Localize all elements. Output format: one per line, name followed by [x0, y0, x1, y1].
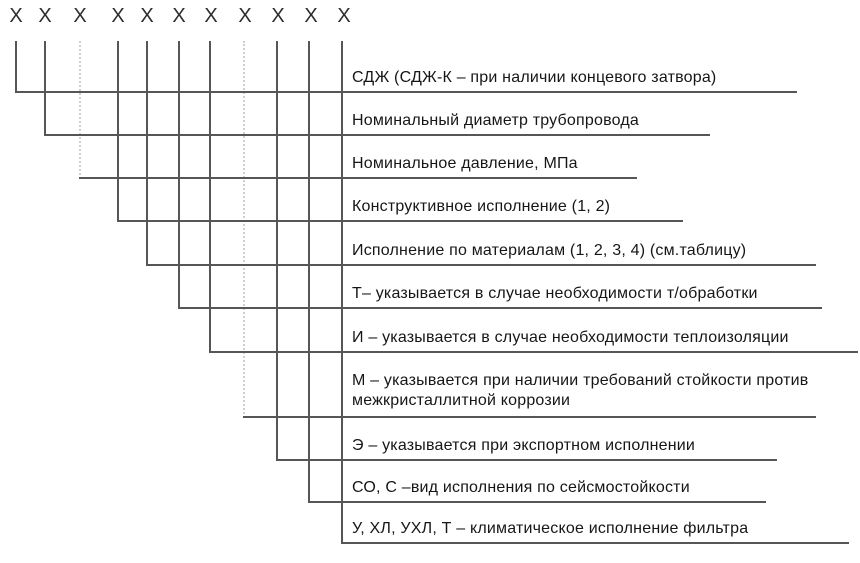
connector-vline-9 [276, 41, 278, 461]
connector-vline-1 [15, 41, 17, 93]
label-underline-1 [15, 91, 797, 93]
label-underline-7 [209, 351, 858, 353]
x-placeholder-7: Х [204, 5, 218, 27]
label-seismic-resistance: СО, С –вид исполнения по сейсмостойкости [352, 479, 690, 496]
label-thermal-insulation: И – указывается в случае необходимости теплоизоляции [352, 329, 789, 346]
label-underline-11 [341, 542, 849, 544]
connector-vline-2 [44, 41, 46, 136]
label-underline-5 [146, 264, 816, 266]
x-placeholder-9: Х [271, 5, 285, 27]
connector-vline-10 [308, 41, 310, 503]
x-placeholder-5: Х [140, 5, 154, 27]
connector-vline-3-faint [79, 41, 81, 179]
label-designation-sdzh: СДЖ (СДЖ-К – при наличии концевого затвора) [352, 69, 717, 86]
connector-vline-8-faint [243, 41, 245, 418]
label-nominal-pressure: Номинальное давление, МПа [352, 155, 578, 172]
label-structural-version: Конструктивное исполнение (1, 2) [352, 198, 611, 215]
label-heat-treatment: Т– указывается в случае необходимости т/обработки [352, 285, 758, 302]
label-export-version: Э – указывается при экспортном исполнении [352, 437, 696, 454]
label-underline-10 [308, 501, 766, 503]
label-underline-4 [117, 220, 683, 222]
x-placeholder-6: Х [172, 5, 186, 27]
label-underline-3 [79, 177, 637, 179]
label-underline-8 [243, 416, 816, 418]
x-placeholder-10: Х [304, 5, 318, 27]
label-underline-6 [178, 307, 822, 309]
x-placeholder-4: Х [111, 5, 125, 27]
label-material-version: Исполнение по материалам (1, 2, 3, 4) (см.таблицу) [352, 242, 747, 259]
label-underline-2 [44, 134, 710, 136]
x-placeholder-3: Х [73, 5, 87, 27]
x-placeholder-1: Х [9, 5, 23, 27]
x-placeholder-11: Х [337, 5, 351, 27]
label-underline-9 [276, 459, 777, 461]
x-placeholder-8: Х [238, 5, 252, 27]
connector-vline-5 [146, 41, 148, 266]
connector-vline-4 [117, 41, 119, 222]
connector-vline-11 [341, 41, 343, 544]
x-placeholder-2: Х [38, 5, 52, 27]
connector-vline-6 [178, 41, 180, 309]
label-climatic-version: У, ХЛ, УХЛ, Т – климатическое исполнение фильтра [352, 520, 749, 537]
label-corrosion-resistance: М – указывается при наличии требований стойкости против межкристаллитной коррозии [352, 372, 809, 409]
label-nominal-diameter: Номинальный диаметр трубопровода [352, 112, 639, 129]
